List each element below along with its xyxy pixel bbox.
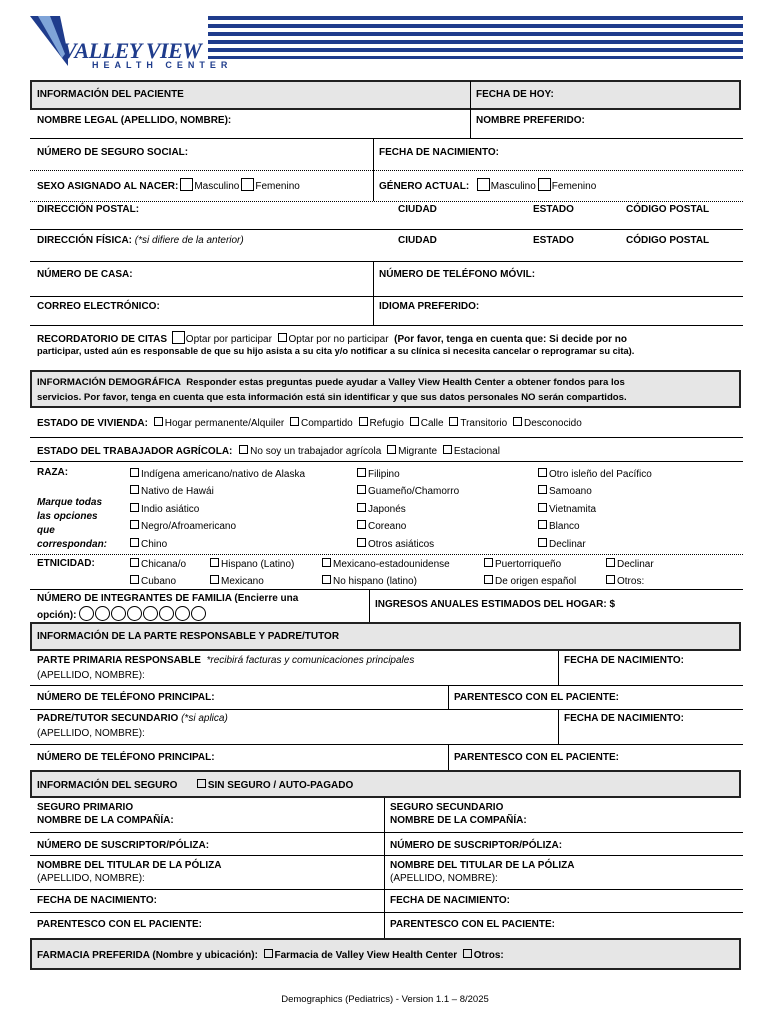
footer-version: Demographics (Pediatrics) - Version 1.1 – 8/2025 — [281, 994, 489, 1005]
family-options: opción): — [37, 606, 207, 621]
race-label: RAZA: — [37, 467, 69, 478]
secondary-holder-label[interactable]: NOMBRE DEL TITULAR DE LA PÓLIZA (APELLIDO, NOMBRE): — [390, 860, 575, 884]
secondary-holder-dob-label[interactable]: FECHA DE NACIMIENTO: — [390, 895, 510, 906]
eth-checkbox[interactable] — [606, 558, 615, 567]
race-checkbox[interactable] — [357, 538, 366, 547]
race-checkbox[interactable] — [130, 468, 139, 477]
eth-checkbox[interactable] — [484, 575, 493, 584]
farmworker-row: ESTADO DEL TRABAJADOR AGRÍCOLA: No soy un trabajador agrícola Migrante Estacional — [37, 446, 500, 457]
secondary-phone-label[interactable]: NÚMERO DE TELÉFONO PRINCIPAL: — [37, 752, 215, 763]
secondary-insurance-label[interactable]: SEGURO SECUNDARIO NOMBRE DE LA COMPAÑÍA: — [390, 802, 527, 826]
primary-holder-dob-label[interactable]: FECHA DE NACIMIENTO: — [37, 895, 157, 906]
race-note: Marque todas las opciones que correspondan: — [37, 497, 108, 550]
postal-city-label[interactable]: CIUDAD — [398, 204, 437, 215]
pharmacy-vvhc-checkbox[interactable] — [264, 949, 273, 958]
family-option-8[interactable] — [191, 606, 206, 621]
family-label: NÚMERO DE INTEGRANTES DE FAMILIA (Encierre una — [37, 593, 299, 604]
postal-state-label[interactable]: ESTADO — [533, 204, 574, 215]
housing-unknown-checkbox[interactable] — [513, 417, 522, 426]
eth-checkbox[interactable] — [130, 558, 139, 567]
pharmacy-row: FARMACIA PREFERIDA (Nombre y ubicación): Farmacia de Valley View Health Center Otros: — [37, 950, 504, 961]
family-option-5[interactable] — [143, 606, 158, 621]
income-label[interactable]: INGRESOS ANUALES ESTIMADOS DEL HOGAR: $ — [375, 599, 616, 610]
ethnicity-label: ETNICIDAD: — [37, 558, 95, 569]
family-option-2[interactable] — [95, 606, 110, 621]
logo-subtitle: HEALTH CENTER — [92, 60, 233, 70]
sex-male-checkbox[interactable] — [180, 178, 193, 191]
farm-not-checkbox[interactable] — [239, 445, 248, 454]
housing-shelter-checkbox[interactable] — [359, 417, 368, 426]
primary-dob-label[interactable]: FECHA DE NACIMIENTO: — [564, 655, 684, 666]
primary-holder-relation-label[interactable]: PARENTESCO CON EL PACIENTE: — [37, 919, 203, 930]
reminder-opt-in-checkbox[interactable] — [172, 331, 185, 344]
race-checkbox[interactable] — [538, 538, 547, 547]
race-checkbox[interactable] — [538, 468, 547, 477]
reminder-row: RECORDATORIO DE CITAS Optar por participar Optar por no participar (Por favor, tenga en cuenta que: Si decide por no — [37, 331, 627, 345]
home-phone-label[interactable]: NÚMERO DE CASA: — [37, 269, 133, 280]
race-checkbox[interactable] — [130, 538, 139, 547]
sex-female-checkbox[interactable] — [241, 178, 254, 191]
race-checkbox[interactable] — [357, 520, 366, 529]
reminder-opt-out-checkbox[interactable] — [278, 333, 287, 342]
race-checkbox[interactable] — [130, 520, 139, 529]
family-option-7[interactable] — [175, 606, 190, 621]
today-date-label[interactable]: FECHA DE HOY: — [476, 89, 554, 100]
farm-seasonal-checkbox[interactable] — [443, 445, 452, 454]
mobile-phone-label[interactable]: NÚMERO DE TELÉFONO MÓVIL: — [379, 269, 536, 280]
email-label[interactable]: CORREO ELECTRÓNICO: — [37, 301, 160, 312]
housing-street-checkbox[interactable] — [410, 417, 419, 426]
eth-checkbox[interactable] — [130, 575, 139, 584]
demographic-intro: INFORMACIÓN DEMOGRÁFICA Responder estas preguntas puede ayudar a Valley View Health Center a obtener fondos para los — [37, 377, 625, 388]
demographic-intro-2: servicios. Por favor, tenga en cuenta que esta información está sin identificar y que sus datos personales NO serán compartidos. — [37, 392, 627, 403]
primary-holder-label[interactable]: NOMBRE DEL TITULAR DE LA PÓLIZA (APELLIDO, NOMBRE): — [37, 860, 222, 884]
family-option-4[interactable] — [127, 606, 142, 621]
primary-party-label[interactable]: PARTE PRIMARIA RESPONSABLE *recibirá facturas y comunicaciones principales — [37, 655, 415, 666]
legal-name-label[interactable]: NOMBRE LEGAL (APELLIDO, NOMBRE): — [37, 115, 232, 126]
dob-label[interactable]: FECHA DE NACIMIENTO: — [379, 147, 499, 158]
race-col-1: Indígena americano/nativo de Alaska Nativo de Hawái Indio asiático Negro/Afroamericano Chino — [130, 466, 305, 553]
eth-checkbox[interactable] — [606, 575, 615, 584]
housing-shared-checkbox[interactable] — [290, 417, 299, 426]
gender-row: GÉNERO ACTUAL: Masculino Femenino — [379, 178, 596, 192]
physical-city-label[interactable]: CIUDAD — [398, 235, 437, 246]
family-option-1[interactable] — [79, 606, 94, 621]
physical-zip-label[interactable]: CÓDIGO POSTAL — [626, 235, 710, 246]
postal-zip-label[interactable]: CÓDIGO POSTAL — [626, 204, 710, 215]
race-checkbox[interactable] — [357, 468, 366, 477]
primary-insurance-label[interactable]: SEGURO PRIMARIO NOMBRE DE LA COMPAÑÍA: — [37, 802, 174, 826]
housing-row: ESTADO DE VIVIENDA: Hogar permanente/Alquiler Compartido Refugio Calle Transitorio Desconocido — [37, 418, 582, 429]
eth-checkbox[interactable] — [322, 575, 331, 584]
eth-checkbox[interactable] — [210, 575, 219, 584]
postal-address-label[interactable]: DIRECCIÓN POSTAL: — [37, 204, 140, 215]
race-col-3: Otro isleño del Pacífico Samoano Vietnamita Blanco Declinar — [538, 466, 652, 553]
farm-migrant-checkbox[interactable] — [387, 445, 396, 454]
secondary-holder-relation-label[interactable]: PARENTESCO CON EL PACIENTE: — [390, 919, 556, 930]
patient-header: INFORMACIÓN DEL PACIENTE — [37, 89, 184, 100]
family-option-3[interactable] — [111, 606, 126, 621]
race-checkbox[interactable] — [357, 503, 366, 512]
secondary-subscriber-label[interactable]: NÚMERO DE SUSCRIPTOR/PÓLIZA: — [390, 840, 563, 851]
race-checkbox[interactable] — [357, 485, 366, 494]
race-col-2: Filipino Guameño/Chamorro Japonés Coreano Otros asiáticos — [357, 466, 459, 553]
housing-permanent-checkbox[interactable] — [154, 417, 163, 426]
primary-relation-label[interactable]: PARENTESCO CON EL PACIENTE: — [454, 692, 620, 703]
gender-male-checkbox[interactable] — [477, 178, 490, 191]
primary-subscriber-label[interactable]: NÚMERO DE SUSCRIPTOR/PÓLIZA: — [37, 840, 210, 851]
physical-address-label[interactable]: DIRECCIÓN FÍSICA: (*si difiere de la anterior) — [37, 235, 244, 246]
guardian-header: INFORMACIÓN DE LA PARTE RESPONSABLE Y PADRE/TUTOR — [37, 631, 340, 642]
logo-title: VALLEY VIEW — [62, 38, 202, 63]
primary-phone-label[interactable]: NÚMERO DE TELÉFONO PRINCIPAL: — [37, 692, 215, 703]
housing-transitional-checkbox[interactable] — [449, 417, 458, 426]
race-checkbox[interactable] — [538, 485, 547, 494]
secondary-name-format: (APELLIDO, NOMBRE): — [37, 728, 145, 739]
insurance-header: INFORMACIÓN DEL SEGURO SIN SEGURO / AUTO-PAGADO — [37, 780, 354, 791]
primary-name-format: (APELLIDO, NOMBRE): — [37, 670, 145, 681]
preferred-name-label[interactable]: NOMBRE PREFERIDO: — [476, 115, 585, 126]
eth-checkbox[interactable] — [484, 558, 493, 567]
gender-female-checkbox[interactable] — [538, 178, 551, 191]
reminder-note: participar, usted aún es responsable de que su hijo asista a su cita y/o notificar a su clínica si necesita cancelar o reprogramar su cita). — [37, 346, 635, 356]
eth-checkbox[interactable] — [210, 558, 219, 567]
race-checkbox[interactable] — [538, 520, 547, 529]
eth-checkbox[interactable] — [322, 558, 331, 567]
family-option-6[interactable] — [159, 606, 174, 621]
pharmacy-other-checkbox[interactable] — [463, 949, 472, 958]
ssn-label[interactable]: NÚMERO DE SEGURO SOCIAL: — [37, 147, 189, 158]
secondary-relation-label[interactable]: PARENTESCO CON EL PACIENTE: — [454, 752, 620, 763]
secondary-guardian-label[interactable]: PADRE/TUTOR SECUNDARIO (*si aplica) — [37, 713, 228, 724]
race-checkbox[interactable] — [538, 503, 547, 512]
physical-state-label[interactable]: ESTADO — [533, 235, 574, 246]
race-checkbox[interactable] — [130, 503, 139, 512]
race-checkbox[interactable] — [130, 485, 139, 494]
secondary-dob-label[interactable]: FECHA DE NACIMIENTO: — [564, 713, 684, 724]
language-label[interactable]: IDIOMA PREFERIDO: — [379, 301, 480, 312]
no-insurance-checkbox[interactable] — [197, 779, 206, 788]
logo — [28, 14, 748, 74]
sex-row: SEXO ASIGNADO AL NACER: Masculino Femenino — [37, 178, 300, 192]
